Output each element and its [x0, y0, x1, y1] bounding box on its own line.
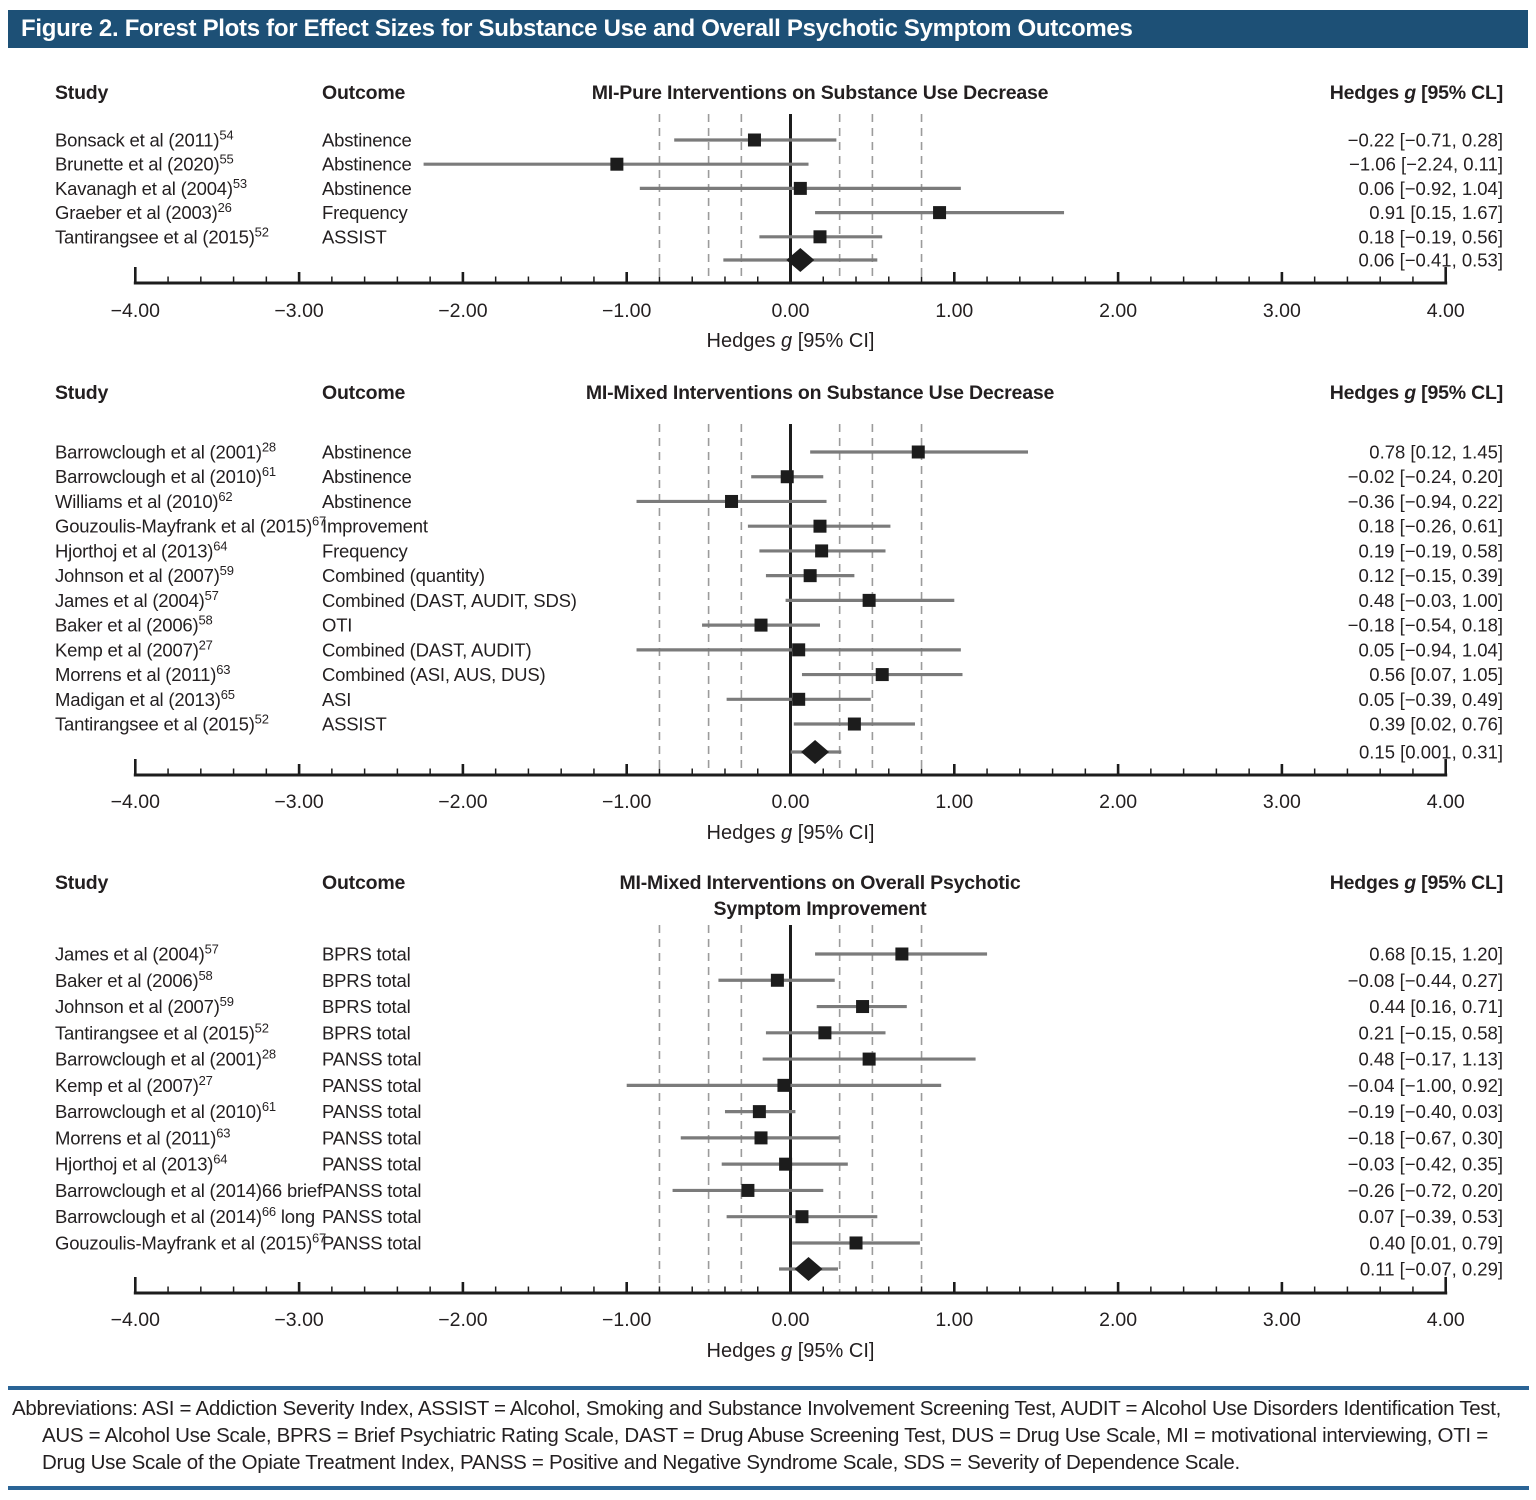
abbreviations-note: Abbreviations: ASI = Addiction Severity Index, ASSIST = Alcohol, Smoking and Substance Involvement Screening Test, AUDIT = Alcohol Use Disorders Identification Test, AUS = Alcohol Use Scale, BPRS = Brief Psychiatric Rating Scale, DAST = Drug Abuse Screening Test, DUS = Drug Use Scale, MI = motivational interviewing, OTI = Drug Use Scale of the Opiate Treatment Index, PANSS = Positive and Negative Syndrome Scale, SDS = Severity of Dependence Scale.: [12, 1397, 1502, 1474]
outcome-label: PANSS total: [322, 1127, 422, 1149]
effect-marker: [863, 594, 876, 607]
effect-marker: [818, 1026, 831, 1039]
outcome-label: Combined (DAST, AUDIT, SDS): [322, 589, 577, 611]
outcome-label: Abstinence: [322, 177, 412, 199]
outcome-label: Improvement: [322, 515, 428, 537]
tick-label: 0.00: [771, 300, 810, 322]
column-header-outcome: Outcome: [322, 872, 406, 894]
forest-row: [55, 942, 1503, 965]
column-header-study: Study: [55, 382, 109, 404]
tick-label: 2.00: [1099, 300, 1138, 322]
study-label: Morrens et al $(2011)^{63}$: [55, 1125, 231, 1149]
effect-marker: [856, 1000, 869, 1013]
outcome-label: Abstinence: [322, 153, 412, 175]
study-label: Madigan et al $(2013)^{65}$: [55, 686, 235, 710]
forest-row: [55, 152, 1503, 175]
study-label: Hjorthoj et al $(2013)^{64}$: [55, 538, 228, 562]
outcome-label: Abstinence: [322, 490, 412, 512]
summary-row: [779, 1257, 1503, 1281]
study-label: Gouzoulis-Mayfrank et al $(2015)^{67}$: [55, 1230, 327, 1254]
tick-label: −2.00: [438, 791, 488, 813]
forest-row: [55, 1099, 1503, 1122]
summary-effect-label: 0.06 [−0.41, 0.53]: [1358, 249, 1503, 271]
effect-label: 0.91 [0.15, 1.67]: [1369, 202, 1503, 224]
forest-row: [55, 1047, 1503, 1070]
effect-label: 0.48 [−0.17, 1.13]: [1358, 1048, 1503, 1070]
outcome-label: PANSS total: [322, 1048, 422, 1070]
tick-label: −4.00: [110, 791, 160, 813]
effect-label: −0.03 [−0.42, 0.35]: [1347, 1153, 1503, 1175]
study-label: Williams et al $(2010)^{62}$: [55, 488, 233, 512]
study-label: Barrowclough et al $(2001)^{28}$: [55, 439, 276, 463]
effect-marker: [777, 1079, 790, 1092]
axis-title: Hedges g [95% CI]: [706, 822, 875, 844]
effect-label: −0.18 [−0.67, 0.30]: [1347, 1127, 1503, 1149]
effect-marker: [804, 569, 817, 582]
tick-label: −2.00: [438, 1309, 488, 1331]
summary-row: [791, 740, 1503, 764]
effect-label: 0.12 [−0.15, 0.39]: [1358, 565, 1503, 587]
abbreviations-footer: [8, 1386, 1529, 1490]
column-header-effect: Hedges g [95% CL]: [1329, 82, 1503, 104]
tick-label: −3.00: [274, 1309, 324, 1331]
axis-title: Hedges g [95% CI]: [706, 1340, 875, 1362]
forest-row: [55, 1204, 1503, 1227]
effect-label: 0.05 [−0.94, 1.04]: [1358, 639, 1503, 661]
tick-label: 4.00: [1426, 300, 1465, 322]
effect-marker: [813, 230, 826, 243]
forest-row: [55, 1020, 1503, 1043]
forest-row: [55, 489, 1503, 512]
effect-marker: [933, 206, 946, 219]
effect-label: 0.18 [−0.26, 0.61]: [1358, 515, 1503, 537]
study-label: Tantirangsee et al $(2015)^{52}$: [55, 711, 269, 735]
panel-title: MI-Mixed Interventions on Overall Psychotic: [619, 872, 1021, 894]
tick-label: −1.00: [602, 300, 652, 322]
outcome-label: Combined (ASI, AUS, DUS): [322, 664, 546, 686]
forest-row: [55, 440, 1503, 463]
effect-marker: [781, 470, 794, 483]
effect-label: 0.05 [−0.39, 0.49]: [1358, 688, 1503, 710]
study-label: Barrowclough et al $(2010)^{61}$: [55, 464, 276, 488]
tick-label: −1.00: [602, 1309, 652, 1331]
study-label: Graeber et al $(2003)^{26}$: [55, 200, 232, 224]
tick-label: 3.00: [1262, 300, 1301, 322]
column-header-effect: Hedges g [95% CL]: [1329, 872, 1503, 894]
outcome-label: BPRS total: [322, 1022, 411, 1044]
tick-label: 0.00: [771, 1309, 810, 1331]
study-label: Barrowclough et al $(2014)^{66}$ long: [55, 1204, 316, 1228]
outcome-label: Abstinence: [322, 466, 412, 488]
forest-row: [55, 176, 1503, 199]
outcome-label: PANSS total: [322, 1179, 422, 1201]
effect-label: 0.78 [0.12, 1.45]: [1369, 441, 1503, 463]
tick-label: −1.00: [602, 791, 652, 813]
effect-marker: [771, 974, 784, 987]
panel-title: MI-Pure Interventions on Substance Use Decrease: [591, 82, 1049, 104]
forest-row: [55, 687, 1503, 710]
forest-row: [55, 200, 1503, 223]
tick-label: 3.00: [1262, 791, 1301, 813]
tick-label: −2.00: [438, 300, 488, 322]
effect-label: −0.36 [−0.94, 0.22]: [1347, 490, 1503, 512]
effect-label: 0.06 [−0.92, 1.04]: [1358, 177, 1503, 199]
effect-marker: [876, 668, 889, 681]
column-header-effect: Hedges g [95% CL]: [1329, 382, 1503, 404]
study-label: James et al $(2004)^{57}$: [55, 587, 219, 611]
outcome-label: PANSS total: [322, 1153, 422, 1175]
outcome-label: Combined (quantity): [322, 565, 485, 587]
effect-marker: [815, 544, 828, 557]
effect-marker: [863, 1053, 876, 1066]
study-label: Brunette et al $(2020)^{55}$: [55, 151, 234, 175]
forest-row: [55, 637, 1503, 660]
forest-row: [55, 994, 1503, 1017]
study-label: Barrowclough et al (2014)66 brief: [55, 1179, 322, 1201]
figure-title-bar: [8, 10, 1528, 48]
study-label: Kemp et al $(2007)^{27}$: [55, 1072, 213, 1096]
effect-label: 0.48 [−0.03, 1.00]: [1358, 589, 1503, 611]
forest-row: [55, 224, 1503, 247]
forest-row: [55, 1152, 1503, 1175]
effect-marker: [753, 1105, 766, 1118]
tick-label: 0.00: [771, 791, 810, 813]
outcome-label: ASI: [322, 688, 352, 710]
tick-label: 4.00: [1426, 791, 1465, 813]
study-label: Tantirangsee et al $(2015)^{52}$: [55, 224, 269, 248]
effect-marker: [755, 1131, 768, 1144]
study-label: Johnson et al $(2007)^{59}$: [55, 563, 234, 587]
effect-marker: [779, 1158, 792, 1171]
tick-label: 1.00: [935, 300, 974, 322]
figure-title: Figure 2. Forest Plots for Effect Sizes for Substance Use and Overall Psychotic Symptom Outcomes: [21, 15, 1133, 42]
panel-title: MI-Mixed Interventions on Substance Use Decrease: [585, 382, 1055, 404]
forest-row: [55, 588, 1503, 611]
outcome-label: Abstinence: [322, 129, 412, 151]
effect-label: 0.39 [0.02, 0.76]: [1369, 713, 1503, 735]
forest-row: [55, 1125, 1503, 1148]
summary-effect-label: 0.11 [−0.07, 0.29]: [1359, 1258, 1503, 1280]
effect-label: 0.18 [−0.19, 0.56]: [1358, 226, 1503, 248]
forest-row: [55, 968, 1503, 991]
study-label: Baker et al $(2006)^{58}$: [55, 612, 213, 636]
effect-marker: [725, 495, 738, 508]
outcome-label: Abstinence: [322, 441, 412, 463]
study-label: Gouzoulis-Mayfrank et al $(2015)^{67}$: [55, 513, 327, 537]
outcome-label: BPRS total: [322, 969, 411, 991]
outcome-label: PANSS total: [322, 1074, 422, 1096]
effect-marker: [610, 158, 623, 171]
study-label: Johnson et al $(2007)^{59}$: [55, 994, 234, 1018]
study-label: Kavanagh et al $(2004)^{53}$: [55, 175, 247, 199]
axis-title: Hedges g [95% CI]: [706, 330, 875, 352]
outcome-label: Combined (DAST, AUDIT): [322, 639, 532, 661]
study-label: Hjorthoj et al $(2013)^{64}$: [55, 1151, 228, 1175]
forest-row: [55, 613, 1503, 636]
summary-diamond: [801, 740, 829, 764]
forest-panel-2: [55, 382, 1503, 844]
effect-marker: [755, 619, 768, 632]
study-label: Morrens et al $(2011)^{63}$: [55, 662, 231, 686]
tick-label: 3.00: [1262, 1309, 1301, 1331]
effect-marker: [748, 134, 761, 147]
study-label: Tantirangsee et al $(2015)^{52}$: [55, 1020, 269, 1044]
outcome-label: Frequency: [322, 540, 408, 562]
effect-label: 0.56 [0.07, 1.05]: [1369, 664, 1503, 686]
forest-row: [55, 1230, 1503, 1253]
effect-label: −0.02 [−0.24, 0.20]: [1347, 466, 1503, 488]
tick-label: −4.00: [110, 1309, 160, 1331]
effect-label: −0.18 [−0.54, 0.18]: [1347, 614, 1503, 636]
forest-row: [55, 128, 1503, 151]
tick-label: 2.00: [1099, 1309, 1138, 1331]
effect-label: 0.44 [0.16, 0.71]: [1369, 996, 1503, 1018]
tick-label: 1.00: [935, 1309, 974, 1331]
study-label: Bonsack et al $(2011)^{54}$: [55, 127, 234, 151]
effect-marker: [792, 643, 805, 656]
forest-row: [55, 563, 1503, 586]
forest-row: [55, 712, 1503, 735]
effect-label: 0.07 [−0.39, 0.53]: [1358, 1206, 1503, 1228]
tick-label: 1.00: [935, 791, 974, 813]
outcome-label: ASSIST: [322, 713, 387, 735]
tick-label: 2.00: [1099, 791, 1138, 813]
forest-panel-3: [55, 872, 1503, 1362]
effect-label: 0.68 [0.15, 1.20]: [1369, 943, 1503, 965]
forest-row: [55, 662, 1503, 685]
study-label: Kemp et al $(2007)^{27}$: [55, 637, 213, 661]
column-header-study: Study: [55, 872, 109, 894]
effect-marker: [792, 693, 805, 706]
study-label: James et al $(2004)^{57}$: [55, 941, 219, 965]
outcome-label: ASSIST: [322, 226, 387, 248]
outcome-label: PANSS total: [322, 1206, 422, 1228]
effect-label: 0.40 [0.01, 0.79]: [1369, 1232, 1503, 1254]
column-header-outcome: Outcome: [322, 82, 406, 104]
outcome-label: OTI: [322, 614, 353, 636]
effect-marker: [813, 520, 826, 533]
panel-title: Symptom Improvement: [713, 898, 927, 920]
effect-label: −0.26 [−0.72, 0.20]: [1347, 1179, 1503, 1201]
forest-row: [55, 514, 1503, 537]
forest-row: [55, 1073, 1503, 1096]
tick-label: 4.00: [1426, 1309, 1465, 1331]
forest-row: [55, 464, 1503, 487]
effect-label: 0.19 [−0.19, 0.58]: [1358, 540, 1503, 562]
effect-label: −1.06 [−2.24, 0.11]: [1349, 153, 1503, 175]
study-label: Barrowclough et al $(2001)^{28}$: [55, 1046, 276, 1070]
outcome-label: BPRS total: [322, 996, 411, 1018]
effect-marker: [850, 1236, 863, 1249]
forest-row: [55, 538, 1503, 561]
effect-label: −0.22 [−0.71, 0.28]: [1347, 129, 1503, 151]
effect-marker: [912, 446, 925, 459]
column-header-study: Study: [55, 82, 109, 104]
effect-marker: [848, 718, 861, 731]
tick-label: −3.00: [274, 300, 324, 322]
effect-label: −0.04 [−1.00, 0.92]: [1347, 1074, 1503, 1096]
effect-label: −0.08 [−0.44, 0.27]: [1347, 969, 1503, 991]
outcome-label: BPRS total: [322, 943, 411, 965]
effect-marker: [794, 182, 807, 195]
effect-marker: [795, 1210, 808, 1223]
tick-label: −3.00: [274, 791, 324, 813]
outcome-label: PANSS total: [322, 1101, 422, 1123]
effect-marker: [895, 948, 908, 961]
forest-row: [55, 1180, 1503, 1201]
effect-label: −0.19 [−0.40, 0.03]: [1347, 1101, 1503, 1123]
column-header-outcome: Outcome: [322, 382, 406, 404]
effect-marker: [741, 1184, 754, 1197]
forest-panel-1: [55, 82, 1503, 352]
outcome-label: Frequency: [322, 202, 408, 224]
tick-label: −4.00: [110, 300, 160, 322]
summary-diamond: [795, 1257, 823, 1281]
effect-label: 0.21 [−0.15, 0.58]: [1358, 1022, 1503, 1044]
study-label: Barrowclough et al $(2010)^{61}$: [55, 1099, 276, 1123]
summary-effect-label: 0.15 [0.001, 0.31]: [1358, 741, 1503, 763]
outcome-label: PANSS total: [322, 1232, 422, 1254]
study-label: Baker et al $(2006)^{58}$: [55, 967, 213, 991]
